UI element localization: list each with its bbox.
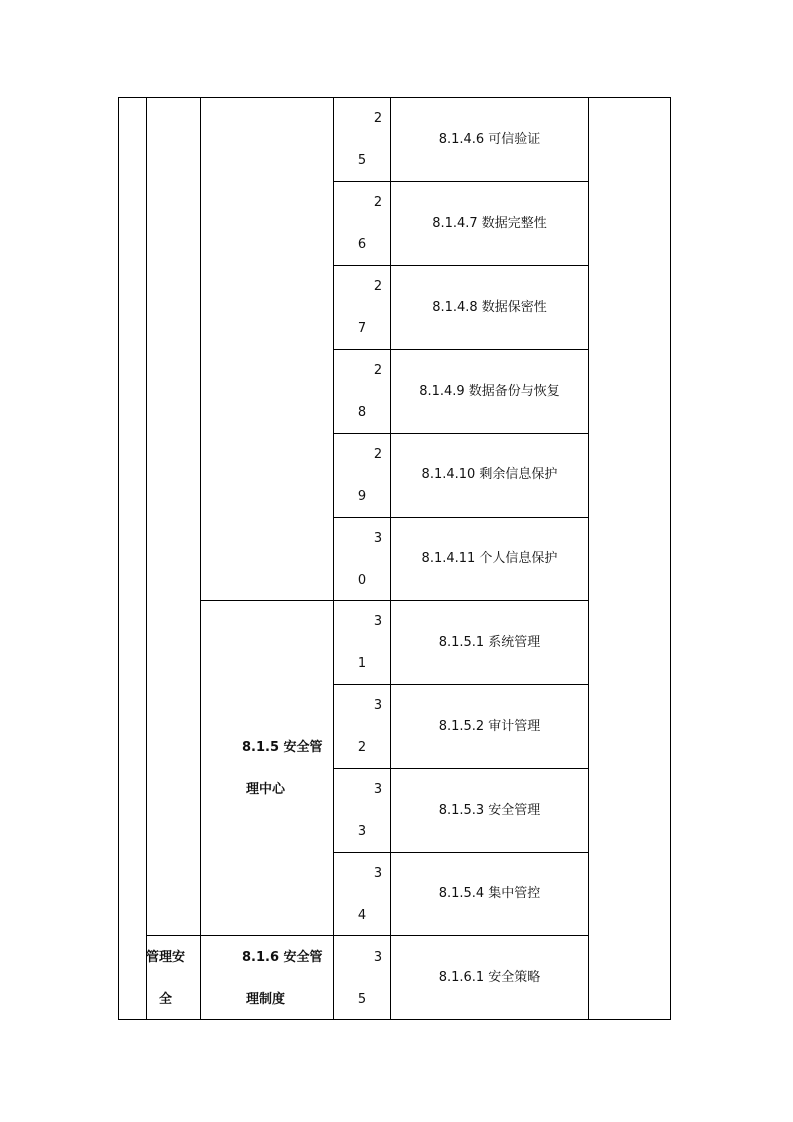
row-number-digit: 3 <box>373 866 383 881</box>
row-divider <box>333 181 589 182</box>
row-divider-section <box>200 600 589 601</box>
item-label: 8.1.4.11 个人信息保护 <box>421 551 558 566</box>
row-number-digit: 2 <box>373 447 383 462</box>
row-number-digit: 1 <box>357 656 367 671</box>
item-label: 8.1.5.4 集中管控 <box>438 886 541 901</box>
row-number-digit: 5 <box>357 992 367 1007</box>
item-label: 8.1.4.9 数据备份与恢复 <box>419 384 560 399</box>
row-divider <box>333 265 589 266</box>
row-number-digit: 3 <box>373 698 383 713</box>
item-label: 8.1.4.7 数据完整性 <box>432 216 547 231</box>
row-number-digit: 0 <box>357 573 367 588</box>
row-divider <box>333 349 589 350</box>
row-divider <box>333 684 589 685</box>
row-divider <box>333 433 589 434</box>
item-label: 8.1.4.6 可信验证 <box>438 132 541 147</box>
item-label: 8.1.4.8 数据保密性 <box>432 300 547 315</box>
row-number-digit: 9 <box>357 489 367 504</box>
table-left-border <box>118 97 119 1020</box>
table-right-border <box>670 97 671 1020</box>
row-number-digit: 2 <box>373 195 383 210</box>
row-number-digit: 4 <box>357 908 367 923</box>
col-divider-1 <box>146 97 147 1020</box>
row-number-digit: 3 <box>357 824 367 839</box>
col-divider-2 <box>200 97 201 1020</box>
row-number-digit: 3 <box>373 950 383 965</box>
section-8-1-6-label: 8.1.6 安全管 <box>242 950 323 965</box>
item-label: 8.1.5.2 审计管理 <box>438 719 541 734</box>
section-8-1-5-label: 8.1.5 安全管 <box>242 740 323 755</box>
item-label: 8.1.6.1 安全策略 <box>438 970 541 985</box>
row-divider <box>333 852 589 853</box>
row-number-digit: 7 <box>357 321 367 336</box>
category-label: 管理安 <box>146 950 186 965</box>
section-8-1-6-label-cont: 理制度 <box>246 992 286 1007</box>
row-divider-section <box>146 935 589 936</box>
row-number-digit: 8 <box>357 405 367 420</box>
item-label: 8.1.4.10 剩余信息保护 <box>421 467 558 482</box>
item-label: 8.1.5.1 系统管理 <box>438 635 541 650</box>
row-number-digit: 2 <box>357 740 367 755</box>
row-number-digit: 3 <box>373 614 383 629</box>
item-label: 8.1.5.3 安全管理 <box>438 803 541 818</box>
row-number-digit: 5 <box>357 153 367 168</box>
row-number-digit: 2 <box>373 363 383 378</box>
row-number-digit: 2 <box>373 279 383 294</box>
section-8-1-5-label-cont: 理中心 <box>246 782 286 797</box>
col-divider-3 <box>333 97 334 1020</box>
row-divider <box>333 768 589 769</box>
row-number-digit: 3 <box>373 782 383 797</box>
row-number-digit: 2 <box>373 111 383 126</box>
row-divider <box>333 517 589 518</box>
row-number-digit: 3 <box>373 531 383 546</box>
row-number-digit: 6 <box>357 237 367 252</box>
col-divider-5 <box>588 97 589 1020</box>
category-label-cont: 全 <box>159 992 173 1007</box>
